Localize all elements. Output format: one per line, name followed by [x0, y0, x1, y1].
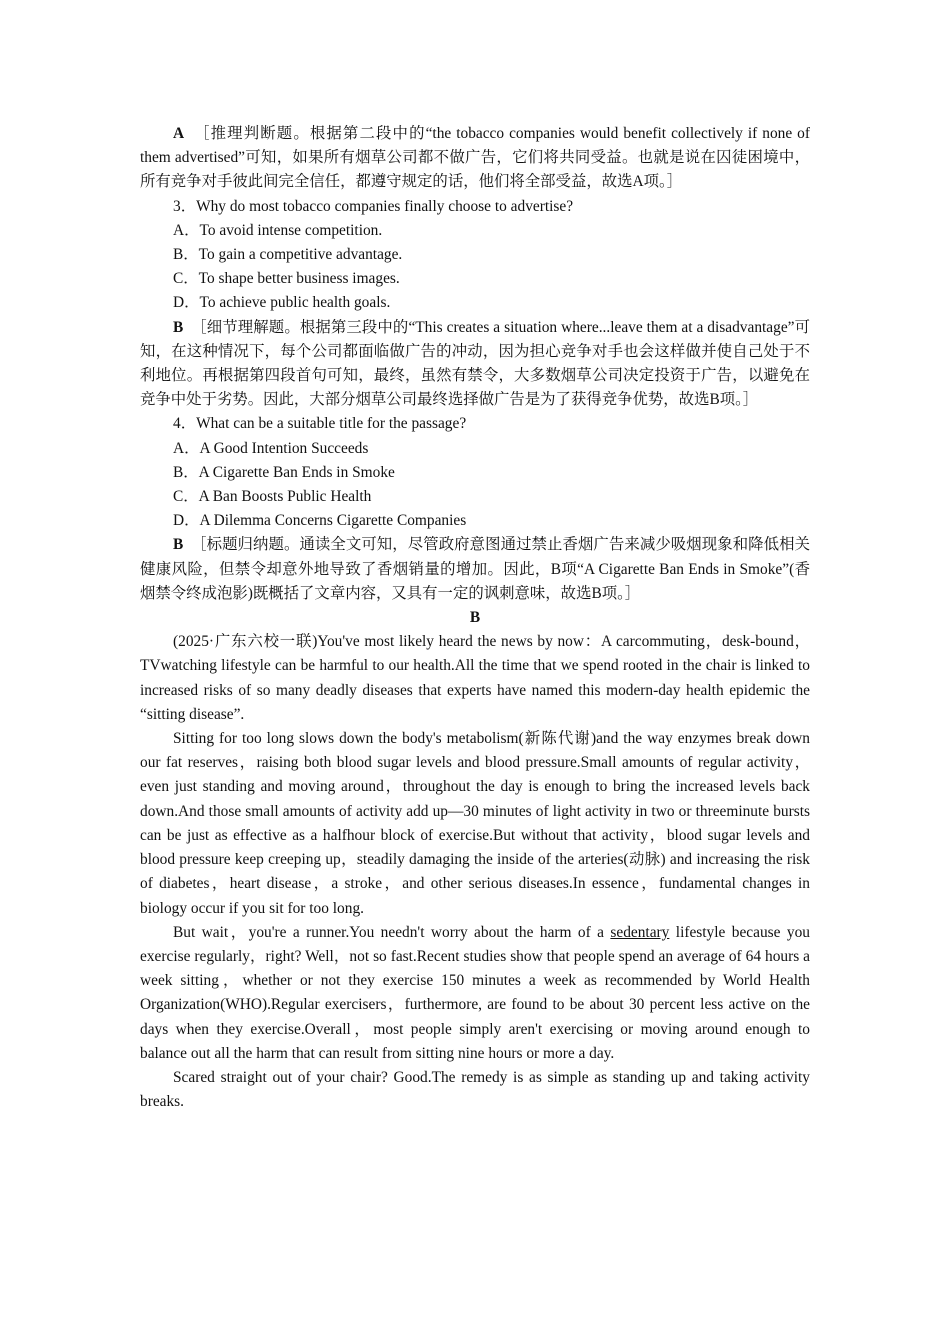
section-heading: B: [469, 609, 481, 627]
question-4: 4．What can be a suitable title for the passage?: [173, 415, 467, 433]
answer-letter: B: [173, 318, 184, 336]
q4-option-b: B．A Cigarette Ban Ends in Smoke: [173, 463, 395, 481]
answer-text: ［细节理解题。根据第三段中的“This creates a situation where...leave them at a disadvantage”可知，在这种情况下，每个公司都面临做广告的冲动，因为担心竞争对手也会这样做并使自己处于不利地位。再根据第四段首句可知，最终，虽然有禁令，大多数烟草公司决定投资于广告，以避免在竞争中处于劣势。因此，大部分烟草公司最终选择做广告是为了获得竞争优势，故选B项。］: [140, 318, 810, 409]
paragraph-text: lifestyle because you exercise regularly，right? Well，not so fast.Recent studies show that people spend an average of 64 hours a week sitting，whether or not they exercise 150 minutes a week as recommended by World Health Organization(WHO).Regular exercisers，furthermore, are found to be about 30 percent less active on the days when they exercise.Overall，most people simply aren't exercising or moving around enough to balance out all the harm that can result from sitting nine hours or more a day.: [140, 923, 810, 1062]
q3-option-c: C．To shape better business images.: [173, 270, 400, 288]
q3-option-b: B．To gain a competitive advantage.: [173, 246, 403, 264]
passage-paragraph-3: [140, 921, 810, 1066]
q4-option-c: C．A Ban Boosts Public Health: [173, 488, 372, 506]
q4-option-d: D．A Dilemma Concerns Cigarette Companies: [173, 512, 467, 530]
answer-letter: B: [173, 536, 184, 554]
q3-option-a: A．To avoid intense competition.: [173, 221, 383, 239]
q4-answer-explanation: [140, 533, 810, 606]
passage-paragraph-4: Scared straight out of your chair? Good.The remedy is as simple as standing up and taking activity breaks.: [140, 1068, 810, 1111]
question-3: 3．Why do most tobacco companies finally choose to advertise?: [173, 197, 574, 215]
answer-letter: A: [173, 125, 185, 142]
passage-paragraph-1: (2025·广东六校一联)You've most likely heard the news by now：A carcommuting，desk-bound，TVwatching lifestyle can be harmful to our health.All the time that we spend rooted in the chair is linked to increased risks of so many deadly diseases that experts have named this modern-day health epidemic the “sitting disease”.: [140, 633, 810, 723]
paragraph-text: But wait，you're a runner.You needn't worry about the harm of a: [173, 923, 611, 941]
q3-option-d: D．To achieve public health goals.: [173, 294, 391, 312]
document-page: [140, 122, 810, 1114]
q4-option-a: A．A Good Intention Succeeds: [173, 439, 369, 457]
underlined-word: sedentary: [610, 923, 670, 941]
q2-answer-explanation: [140, 122, 810, 195]
q3-answer-explanation: [140, 316, 810, 413]
answer-text: ［推理判断题。根据第二段中的“the tobacco companies would benefit collectively if none of them advertised”可知，如果所有烟草公司都不做广告，它们将共同受益。也就是说在囚徒困境中，所有竞争对手彼此间完全信任，都遵守规定的话，他们将全部受益，故选A项。］: [140, 125, 810, 191]
passage-paragraph-2: Sitting for too long slows down the body's metabolism(新陈代谢)and the way enzymes break down our fat reserves，raising both blood sugar levels and blood pressure.Small amounts of regular activity，even just standing and moving around，throughout the day is enough to bring the increased levels back down.And those small amounts of activity add up—30 minutes of light activity in two or threeminute bursts can be just as effective as a halfhour block of exercise.But without that activity，blood sugar levels and blood pressure keep creeping up，steadily damaging the inside of the arteries(动脉) and increasing the risk of diabetes，heart disease，a stroke，and other serious diseases.In essence，fundamental changes in biology occur if you sit for too long.: [140, 730, 810, 917]
answer-text: ［标题归纳题。通读全文可知，尽管政府意图通过禁止香烟广告来减少吸烟现象和降低相关健康风险，但禁令却意外地导致了香烟销量的增加。因此，B项“A Cigarette Ban Ends in Smoke”(香烟禁令终成泡影)既概括了文章内容，又具有一定的讽刺意味，故选B项。］: [140, 536, 810, 602]
